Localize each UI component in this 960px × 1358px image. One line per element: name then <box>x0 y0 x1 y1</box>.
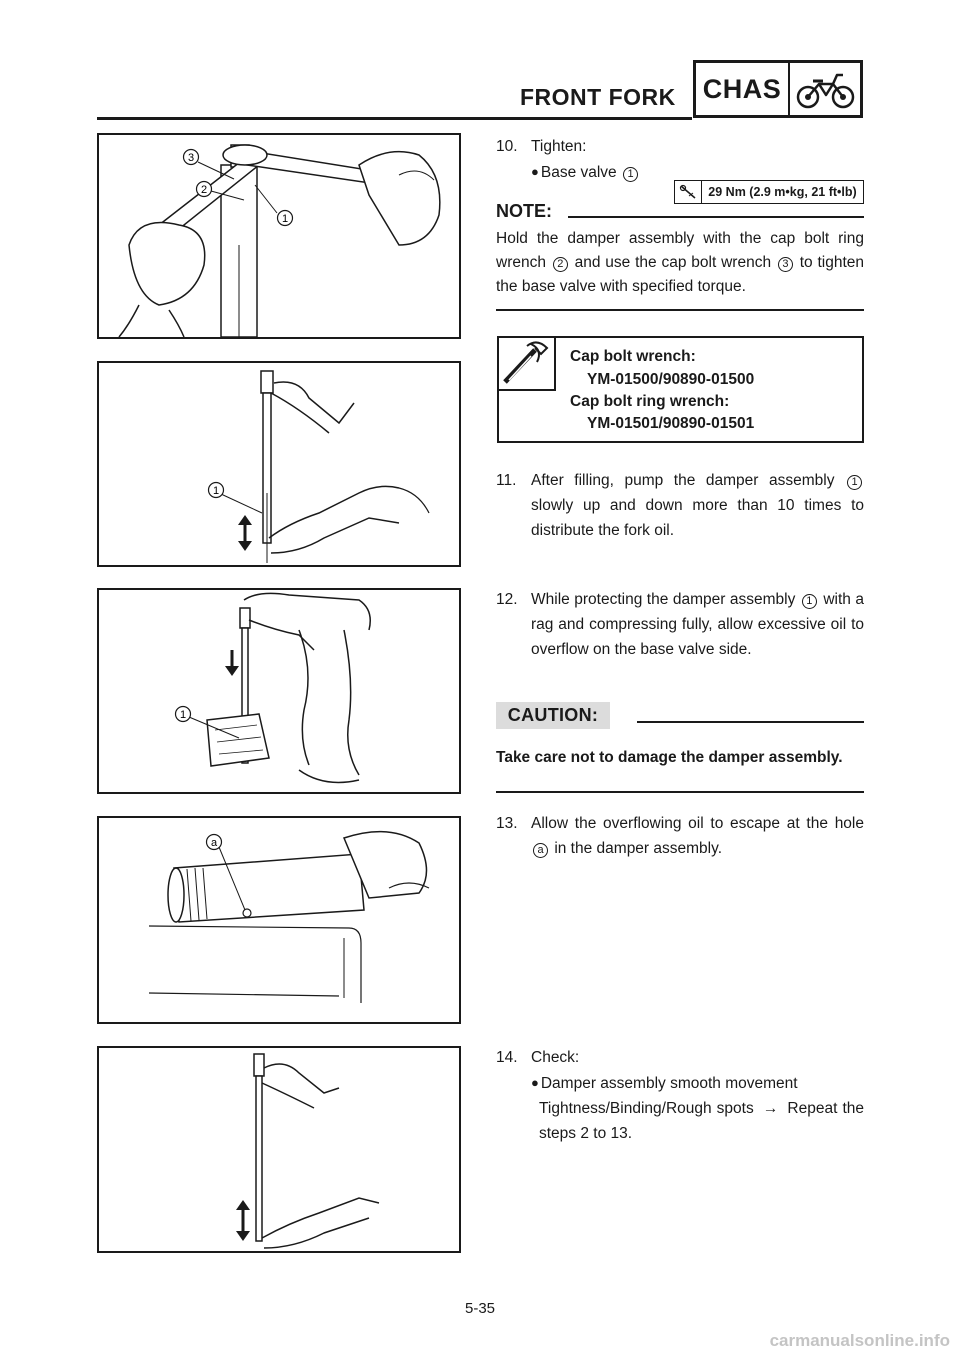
step-text: with a rag and compressing fully, allow excessive oil to overflow on the base valve side. <box>531 591 865 658</box>
figure-check-movement <box>97 1046 461 1253</box>
step-action: Check: <box>531 1049 580 1066</box>
callout-label: a <box>210 837 218 849</box>
step-text: slowly up and down more than 10 times to distribute the fork oil. <box>531 497 864 539</box>
check-result: Tightness/Binding/Rough spots <box>539 1100 754 1117</box>
step-number: 12. <box>496 591 518 608</box>
page-number: 5-35 <box>464 1300 496 1317</box>
torque-spec <box>674 180 864 204</box>
figure-oil-escape-hole <box>97 816 461 1024</box>
tool-1-part: YM-01500/90890-01500 <box>587 371 755 388</box>
step-13 <box>496 811 864 861</box>
watermark-footer: carmanualsonline.info <box>769 1331 950 1350</box>
section-code: CHAS <box>696 63 790 115</box>
step-text: Allow the overflowing oil to escape at the hole <box>531 815 864 832</box>
step-text: While protecting the damper assembly <box>531 591 796 608</box>
note-text-part: Hold the damper assembly with the cap bolt ring wrench <box>496 230 864 271</box>
tool-1-name: Cap bolt wrench: <box>570 348 696 365</box>
callout-ref: 1 <box>847 475 862 490</box>
note-text-part: to tighten the base valve with specified torque. <box>496 254 865 295</box>
torque-value: 29 Nm (2.9 m•kg, 21 ft•lb) <box>708 185 857 199</box>
step-10 <box>496 134 864 159</box>
arrow-icon: → <box>762 1100 779 1117</box>
step-text: After filling, pump the damper assembly <box>531 472 835 489</box>
callout-label: 2 <box>200 184 208 196</box>
bullet-icon: ● <box>531 164 539 179</box>
note-text <box>496 227 864 299</box>
caution-end-rule <box>496 791 864 793</box>
step-11 <box>496 468 864 543</box>
motorcycle-icon <box>790 63 860 115</box>
step-action: Tighten: <box>531 138 587 155</box>
section-badge <box>693 60 863 118</box>
header-rule <box>97 117 692 120</box>
callout-label: 1 <box>212 485 220 497</box>
special-tool-icon <box>497 336 556 391</box>
callout-ref: a <box>533 843 548 858</box>
step-text: in the damper assembly. <box>554 840 723 857</box>
bullet-icon: ● <box>531 1075 539 1090</box>
step-14 <box>496 1045 864 1070</box>
figure-tighten-base-valve <box>97 133 461 339</box>
bullet-text: Base valve <box>540 164 617 181</box>
bullet-text: Damper assembly smooth movement <box>540 1075 798 1092</box>
callout-ref: 3 <box>778 257 793 272</box>
step-14-bullet <box>531 1070 864 1096</box>
callout-label: 1 <box>281 213 289 225</box>
step-number: 11. <box>496 472 517 489</box>
step-12 <box>496 587 864 662</box>
callout-ref: 2 <box>553 257 568 272</box>
check-remedy: Repeat the steps 2 to 13. <box>539 1100 864 1142</box>
caution-text: Take care not to damage the damper assembly. <box>496 749 843 766</box>
caution-rule <box>637 721 864 723</box>
note-rule <box>568 216 864 218</box>
page-title: FRONT FORK <box>520 84 676 110</box>
step-number: 10. <box>496 138 518 155</box>
callout-ref: 1 <box>623 167 638 182</box>
tool-2-part: YM-01501/90890-01501 <box>587 415 755 432</box>
step-number: 13. <box>496 815 518 832</box>
note-text-part: and use the cap bolt wrench <box>574 254 772 271</box>
step-14-result <box>539 1096 864 1146</box>
callout-ref: 1 <box>802 594 817 609</box>
tool-2-name: Cap bolt ring wrench: <box>570 393 730 410</box>
step-number: 14. <box>496 1049 518 1066</box>
figure-pump-damper <box>97 361 461 567</box>
callout-label: 1 <box>179 709 187 721</box>
note-label: NOTE: <box>496 201 552 221</box>
callout-label: 3 <box>187 152 195 164</box>
note-end-rule <box>496 309 864 311</box>
wrench-torque-icon <box>675 181 702 203</box>
caution-label: CAUTION: <box>496 702 610 729</box>
figure-compress-with-rag <box>97 588 461 794</box>
